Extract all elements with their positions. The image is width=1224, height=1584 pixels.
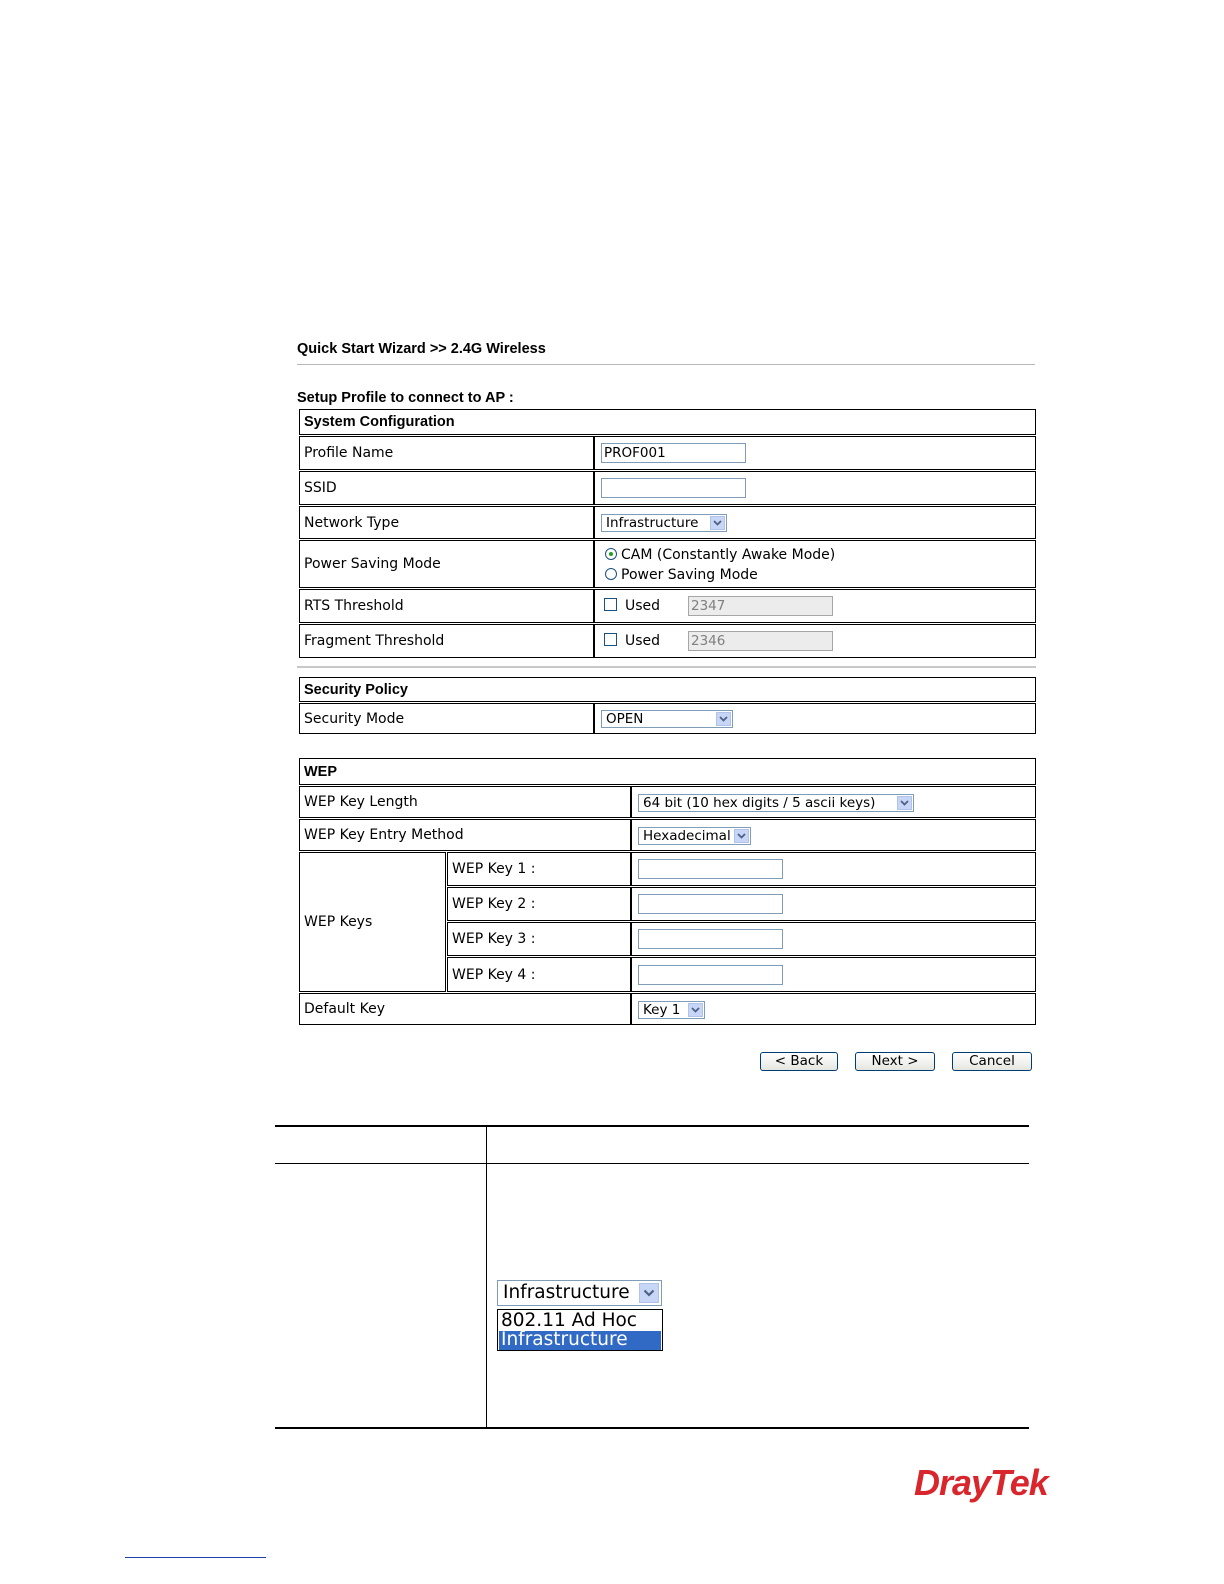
wep-key-length-label-cell [299, 786, 631, 818]
system-configuration-title: System Configuration [304, 414, 455, 430]
footer-line [125, 1557, 266, 1558]
power-saving-label: Power Saving Mode [304, 556, 441, 572]
wep-keys-label: WEP Keys [304, 914, 373, 930]
default-key-label-cell [299, 993, 631, 1025]
rts-threshold-label-cell [299, 589, 594, 623]
fragment-threshold-label-cell [299, 624, 594, 658]
system-configuration-header [299, 409, 1036, 435]
wep-key-2-label-cell [447, 887, 631, 921]
wep-entry-method-selected: Hexadecimal [643, 828, 731, 844]
wep-key-2-value-cell [631, 887, 1036, 921]
wep-entry-method-value-cell [631, 819, 1036, 851]
wep-key-4-value-cell [631, 957, 1036, 992]
wep-header [299, 758, 1036, 785]
dropdown-option-infrastructure-highlight[interactable] [499, 1331, 661, 1350]
power-saving-label-cell [299, 540, 594, 588]
cam-radio[interactable] [605, 548, 617, 560]
network-type-value-cell [594, 506, 1036, 539]
chevron-down-icon[interactable] [716, 712, 731, 726]
rts-threshold-value-cell [594, 589, 1036, 623]
chevron-down-icon[interactable] [734, 829, 749, 843]
security-mode-label: Security Mode [304, 710, 405, 727]
fragment-threshold-label: Fragment Threshold [304, 633, 445, 649]
power-saving-radio-label: Power Saving Mode [621, 567, 758, 583]
ssid-value-cell [594, 471, 1036, 505]
wep-key-1-label: WEP Key 1 : [452, 861, 536, 877]
chevron-down-icon[interactable] [639, 1283, 659, 1303]
security-mode-selected: OPEN [606, 711, 644, 727]
title-divider [297, 364, 1035, 365]
wep-key-3-label-cell [447, 922, 631, 956]
profile-name-value-cell [594, 436, 1036, 470]
back-button[interactable]: < Back [760, 1052, 838, 1071]
wep-key-length-value-cell [631, 786, 1036, 818]
wep-key-3-value-cell [631, 922, 1036, 956]
fragment-threshold-value-cell [594, 624, 1036, 658]
page-title: Quick Start Wizard >> 2.4G Wireless [297, 341, 546, 357]
setup-profile-label: Setup Profile to connect to AP : [297, 390, 514, 406]
default-key-selected: Key 1 [643, 1002, 681, 1018]
wep-entry-method-label: WEP Key Entry Method [304, 827, 464, 843]
wep-key-3-label: WEP Key 3 : [452, 931, 536, 947]
draytek-logo [914, 1462, 1048, 1504]
wep-key-length-select[interactable] [638, 794, 914, 812]
wep-key-1-value-cell [631, 852, 1036, 886]
fragment-threshold-input[interactable]: 2346 [688, 631, 833, 651]
wep-key-1-label-cell [447, 852, 631, 886]
rts-threshold-input[interactable]: 2347 [688, 596, 833, 616]
network-type-dropdown-example[interactable] [497, 1280, 662, 1306]
rts-threshold-label: RTS Threshold [304, 598, 404, 614]
security-policy-title: Security Policy [304, 681, 408, 698]
dropdown-example-selected: Infrastructure [503, 1282, 630, 1303]
doc-table-column-divider [486, 1126, 487, 1428]
wep-key-1-input[interactable] [638, 859, 783, 879]
profile-name-label: Profile Name [304, 445, 394, 461]
rts-used-checkbox[interactable] [604, 598, 617, 611]
wep-key-length-label: WEP Key Length [304, 794, 418, 810]
wep-entry-method-label-cell [299, 819, 631, 851]
fragment-used-label: Used [625, 633, 661, 649]
security-policy-header [299, 677, 1036, 702]
fragment-used-checkbox[interactable] [604, 633, 617, 646]
wep-key-4-input[interactable] [638, 965, 783, 985]
wep-key-2-label: WEP Key 2 : [452, 896, 536, 912]
wep-title: WEP [304, 763, 338, 780]
profile-name-label-cell [299, 436, 594, 470]
chevron-down-icon[interactable] [688, 1003, 703, 1017]
draytek-logo-text: DrayTek [914, 1462, 1048, 1503]
network-type-label: Network Type [304, 514, 400, 531]
chevron-down-icon[interactable] [897, 796, 912, 810]
doc-table-top-rule [275, 1125, 1029, 1127]
section-divider [297, 666, 1036, 668]
wep-key-length-selected: 64 bit (10 hex digits / 5 ascii keys) [643, 795, 876, 811]
security-mode-value-cell [594, 703, 1036, 734]
wep-entry-method-select[interactable] [638, 827, 751, 845]
network-type-label-cell [299, 506, 594, 539]
network-type-select[interactable] [601, 514, 727, 532]
wep-keys-label-cell [299, 852, 446, 992]
wep-key-4-label: WEP Key 4 : [452, 966, 536, 983]
ssid-input[interactable] [601, 478, 746, 498]
power-saving-radio[interactable] [605, 568, 617, 580]
profile-name-input[interactable]: PROF001 [601, 443, 746, 463]
dropdown-option-infrastructure: Infrastructure [501, 1329, 628, 1350]
wep-key-2-input[interactable] [638, 894, 783, 914]
next-button[interactable]: Next > [855, 1052, 935, 1071]
network-type-selected: Infrastructure [606, 515, 699, 531]
doc-table-header-rule [275, 1163, 1029, 1164]
dropdown-example-list [497, 1309, 663, 1351]
cancel-button[interactable]: Cancel [952, 1052, 1032, 1071]
default-key-select[interactable] [638, 1001, 705, 1019]
rts-used-label: Used [625, 598, 661, 614]
dropdown-option-adhoc[interactable]: 802.11 Ad Hoc [501, 1310, 637, 1331]
chevron-down-icon[interactable] [710, 516, 725, 530]
ssid-label: SSID [304, 480, 337, 496]
default-key-label: Default Key [304, 1001, 385, 1017]
security-mode-label-cell [299, 703, 594, 734]
wep-key-4-label-cell [447, 957, 631, 992]
default-key-value-cell [631, 993, 1036, 1025]
cam-radio-label: CAM (Constantly Awake Mode) [621, 547, 836, 563]
power-saving-value-cell [594, 540, 1036, 588]
wep-key-3-input[interactable] [638, 929, 783, 949]
security-mode-select[interactable] [601, 710, 733, 728]
doc-table-bottom-rule [275, 1427, 1029, 1429]
ssid-label-cell [299, 471, 594, 505]
